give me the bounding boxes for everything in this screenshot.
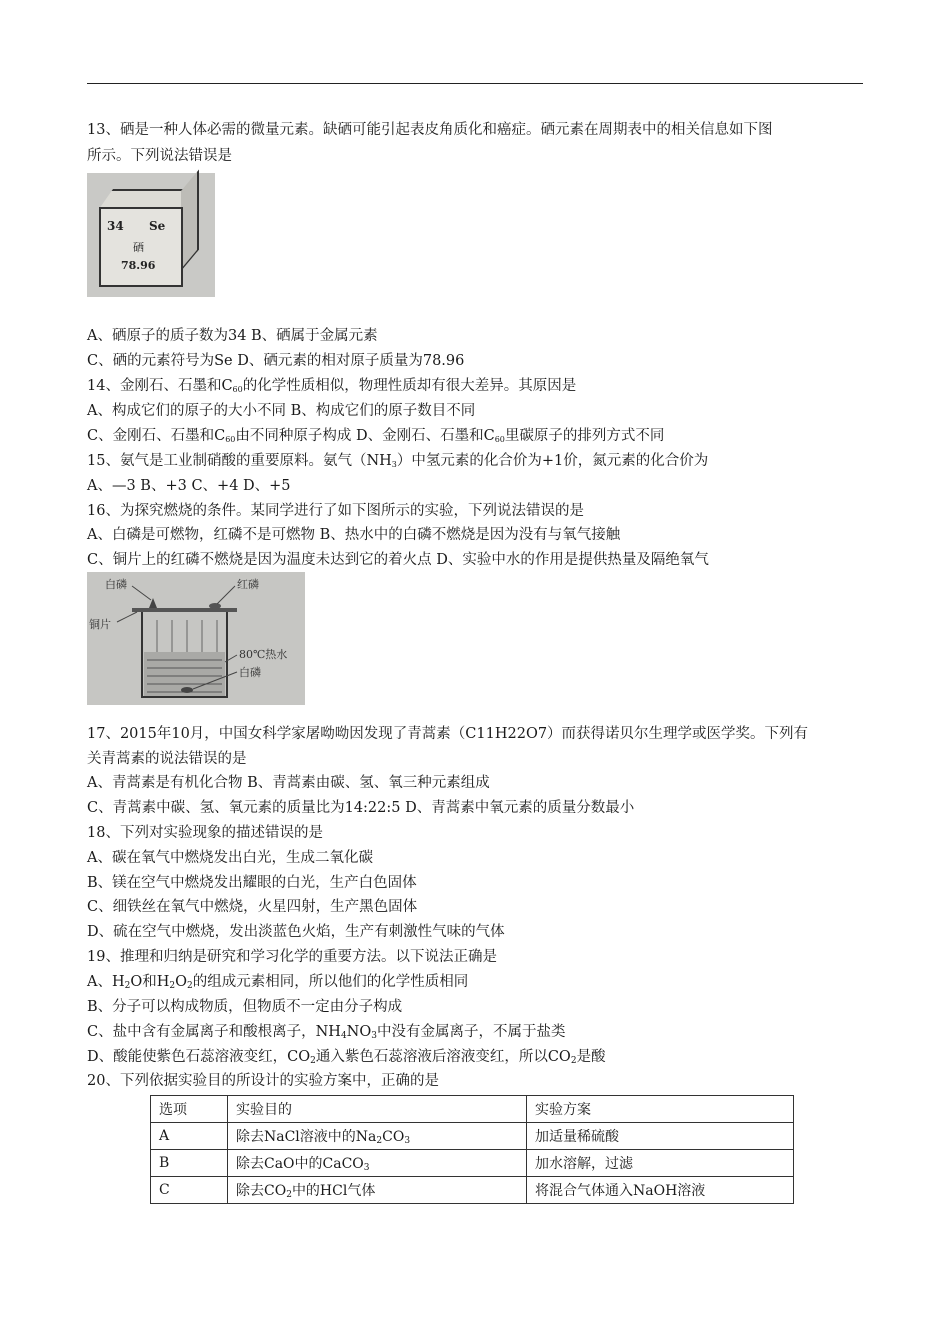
row-option: A xyxy=(151,1123,228,1150)
row-option: C xyxy=(151,1177,228,1204)
glass-lines xyxy=(157,620,217,652)
label-hot-water: 80℃热水 xyxy=(239,648,288,661)
label-white-phosphorus-top: 白磷 xyxy=(105,578,127,591)
q18-option-b: B、镁在空气中燃烧发出耀眼的白光，生产白色固体 xyxy=(87,875,417,891)
table-row xyxy=(151,1150,794,1177)
header-option: 选项 xyxy=(151,1096,228,1123)
q18-option-c: C、细铁丝在氧气中燃烧，火星四射，生产黑色固体 xyxy=(87,899,418,915)
row-plan: 加水溶解，过滤 xyxy=(527,1150,794,1177)
q14-stem: 14、金刚石、石墨和C60的化学性质相似，物理性质却有很大差异。其原因是 xyxy=(87,378,577,394)
element-card xyxy=(99,207,183,287)
q19-option-d: D、酸能使紫色石蕊溶液变红，$CO_2$通入紫色石蕊溶液后溶液变红，所以$CO_2$是酸 xyxy=(87,1049,606,1066)
q20-stem: 20、下列依据实验目的所设计的实验方案中，正确的是 xyxy=(87,1073,439,1089)
row-purpose: 除去$CO_2$中的HCl气体 xyxy=(228,1177,527,1204)
element-name: 硒 xyxy=(133,241,144,254)
element-symbol: Se xyxy=(149,219,166,233)
q18-option-d: D、硫在空气中燃烧，发出淡蓝色火焰，生产有刺激性气味的气体 xyxy=(87,924,505,940)
atomic-number: 34 xyxy=(107,219,124,233)
label-red-phosphorus: 红磷 xyxy=(237,578,259,591)
label-white-phosphorus-bottom: 白磷 xyxy=(239,666,261,679)
q19-option-a: A、$H_2O$和$H_2O_2$的组成元素相同，所以他们的化学性质相同 xyxy=(87,974,469,991)
q18-option-a: A、碳在氧气中燃烧发出白光，生成二氧化碳 xyxy=(87,850,373,866)
q17-stem-line1: 17、2015年10月，中国女科学家屠呦呦因发现了青蒿素（C11H22O7）而获得诺贝尔生理学或医学奖。下列有 xyxy=(87,726,809,742)
table-header-row xyxy=(151,1096,794,1123)
q14-options-line2: C、金刚石、石墨和C60由不同种原子构成 D、金刚石、石墨和C60里碳原子的排列方式不同 xyxy=(87,428,665,444)
table-row xyxy=(151,1123,794,1150)
row-plan: 将混合气体通入NaOH溶液 xyxy=(527,1177,794,1204)
q13-options-line2: C、硒的元素符号为Se D、硒元素的相对原子质量为78.96 xyxy=(87,353,465,369)
row-purpose: 除去CaO中的CaCO$_3$ xyxy=(228,1150,527,1177)
q15-stem: 15、氨气是工业制硝酸的重要原料。氨气（NH3）中氢元素的化合价为+1价，氮元素的化合价为 xyxy=(87,453,709,469)
row-plan: 加适量稀硫酸 xyxy=(527,1123,794,1150)
q16-stem: 16、为探究燃烧的条件。某同学进行了如下图所示的实验，下列说法错误的是 xyxy=(87,503,584,519)
white-phosphorus-in-water xyxy=(181,687,193,693)
q13-stem-line1: 13、硒是一种人体必需的微量元素。缺硒可能引起表皮角质化和癌症。硒元素在周期表中的相关信息如下图 xyxy=(87,122,773,138)
label-copper-plate: 铜片 xyxy=(89,618,111,631)
table-row xyxy=(151,1177,794,1204)
q16-options-line2: C、铜片上的红磷不燃烧是因为温度未达到它的着火点 D、实验中水的作用是提供热量及隔绝氧气 xyxy=(87,552,709,568)
atomic-mass: 78.96 xyxy=(121,259,156,272)
q19-option-b: B、分子可以构成物质，但物质不一定由分子构成 xyxy=(87,999,403,1015)
q17-options-line1: A、青蒿素是有机化合物 B、青蒿素由碳、氢、氧三种元素组成 xyxy=(87,775,490,791)
header-purpose: 实验目的 xyxy=(228,1096,527,1123)
q16-options-line1: A、白磷是可燃物，红磷不是可燃物 B、热水中的白磷不燃烧是因为没有与氧气接触 xyxy=(87,527,621,543)
q13-stem-line2: 所示。下列说法错误是 xyxy=(87,148,232,164)
row-purpose: 除去NaCl溶液中的$Na_2CO_3$ xyxy=(228,1123,527,1150)
q18-stem: 18、下列对实验现象的描述错误的是 xyxy=(87,825,323,841)
combustion-experiment-figure xyxy=(87,572,305,705)
q14-options-line1: A、构成它们的原子的大小不同 B、构成它们的原子数目不同 xyxy=(87,403,476,419)
q15-options: A、—3 B、+3 C、+4 D、+5 xyxy=(87,478,291,494)
q20-table xyxy=(150,1095,794,1204)
q19-stem: 19、推理和归纳是研究和学习化学的重要方法。以下说法正确是 xyxy=(87,949,497,965)
red-phosphorus xyxy=(209,603,221,609)
q13-options-line1: A、硒原子的质子数为34 B、硒属于金属元素 xyxy=(87,328,378,344)
selenium-element-figure xyxy=(87,173,215,297)
copper-plate xyxy=(132,608,237,612)
header-rule xyxy=(87,83,863,84)
q17-options-line2: C、青蒿素中碳、氢、氧元素的质量比为14:22:5 D、青蒿素中氧元素的质量分数最小 xyxy=(87,800,635,816)
q17-stem-line2: 关青蒿素的说法错误的是 xyxy=(87,751,247,767)
q19-option-c: C、盐中含有金属离子和酸根离子，$NH_4NO_3$中没有金属离子，不属于盐类 xyxy=(87,1024,566,1041)
box-side-face xyxy=(181,170,199,271)
header-plan: 实验方案 xyxy=(527,1096,794,1123)
row-option: B xyxy=(151,1150,228,1177)
